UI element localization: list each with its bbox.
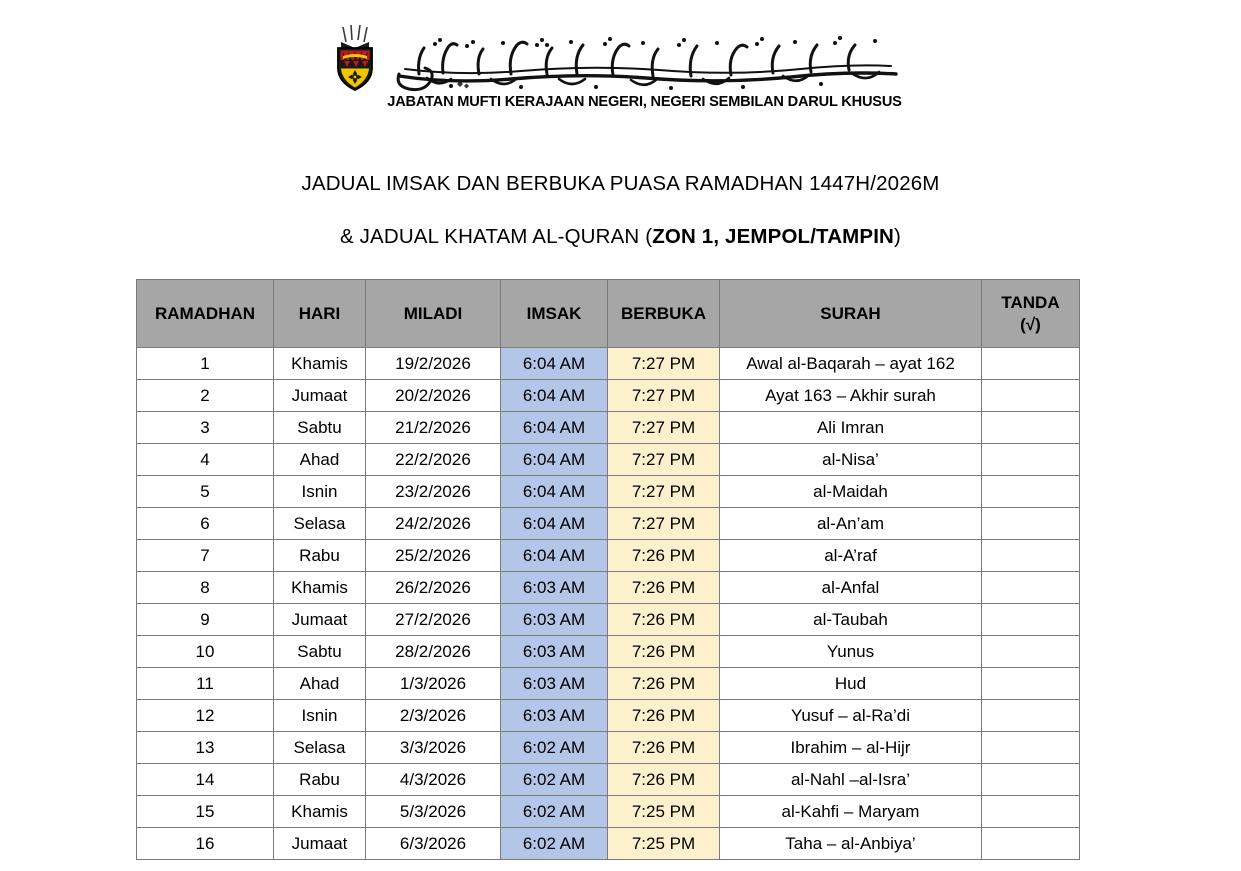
cell-ramadhan: 6 (137, 508, 274, 540)
cell-surah: al-Anfal (720, 572, 982, 604)
subtitle-zone: ZON 1, JEMPOL/TAMPIN (652, 224, 895, 248)
schedule-table-wrap (0, 279, 1241, 860)
table-row (137, 348, 1080, 380)
cell-miladi: 27/2/2026 (366, 604, 501, 636)
table-row (137, 828, 1080, 860)
cell-surah: al-Kahfi – Maryam (720, 796, 982, 828)
table-row (137, 444, 1080, 476)
cell-berbuka: 7:26 PM (608, 540, 720, 572)
table-row (137, 540, 1080, 572)
column-header-berbuka: BERBUKA (608, 280, 720, 348)
cell-ramadhan: 2 (137, 380, 274, 412)
cell-berbuka: 7:27 PM (608, 412, 720, 444)
cell-berbuka: 7:27 PM (608, 444, 720, 476)
cell-surah: Yunus (720, 636, 982, 668)
department-name: JABATAN MUFTI KERAJAAN NEGERI, NEGERI SEMBILAN DARUL KHUSUS (387, 94, 902, 110)
cell-berbuka: 7:27 PM (608, 380, 720, 412)
cell-hari: Jumaat (274, 828, 366, 860)
cell-miladi: 3/3/2026 (366, 732, 501, 764)
cell-tanda[interactable] (982, 348, 1080, 380)
negeri-sembilan-crest-icon (326, 22, 384, 92)
cell-tanda[interactable] (982, 412, 1080, 444)
letterhead-inner (326, 22, 916, 110)
cell-berbuka: 7:26 PM (608, 700, 720, 732)
cell-ramadhan: 13 (137, 732, 274, 764)
title-block (0, 172, 1241, 249)
cell-miladi: 5/3/2026 (366, 796, 501, 828)
cell-hari: Ahad (274, 444, 366, 476)
cell-miladi: 25/2/2026 (366, 540, 501, 572)
cell-ramadhan: 7 (137, 540, 274, 572)
cell-surah: al-An’am (720, 508, 982, 540)
column-header-ramadhan: RAMADHAN (137, 280, 274, 348)
cell-miladi: 21/2/2026 (366, 412, 501, 444)
cell-berbuka: 7:25 PM (608, 828, 720, 860)
cell-tanda[interactable] (982, 572, 1080, 604)
cell-berbuka: 7:26 PM (608, 732, 720, 764)
cell-imsak: 6:03 AM (501, 636, 608, 668)
cell-imsak: 6:02 AM (501, 764, 608, 796)
cell-ramadhan: 14 (137, 764, 274, 796)
jawi-calligraphy-icon (386, 24, 916, 92)
cell-tanda[interactable] (982, 476, 1080, 508)
cell-hari: Jumaat (274, 604, 366, 636)
column-header-surah: SURAH (720, 280, 982, 348)
cell-imsak: 6:03 AM (501, 700, 608, 732)
cell-berbuka: 7:26 PM (608, 572, 720, 604)
cell-ramadhan: 4 (137, 444, 274, 476)
cell-imsak: 6:04 AM (501, 540, 608, 572)
cell-surah: al-Maidah (720, 476, 982, 508)
cell-hari: Selasa (274, 508, 366, 540)
cell-ramadhan: 15 (137, 796, 274, 828)
cell-imsak: 6:02 AM (501, 796, 608, 828)
cell-hari: Rabu (274, 540, 366, 572)
cell-berbuka: 7:26 PM (608, 636, 720, 668)
page-subtitle (0, 225, 1241, 250)
cell-ramadhan: 1 (137, 348, 274, 380)
cell-hari: Khamis (274, 572, 366, 604)
cell-berbuka: 7:27 PM (608, 348, 720, 380)
subtitle-prefix: & JADUAL KHATAM AL-QURAN ( (339, 224, 653, 248)
cell-miladi: 28/2/2026 (366, 636, 501, 668)
cell-ramadhan: 16 (137, 828, 274, 860)
cell-surah: Ayat 163 – Akhir surah (720, 380, 982, 412)
table-row (137, 732, 1080, 764)
cell-miladi: 2/3/2026 (366, 700, 501, 732)
cell-tanda[interactable] (982, 636, 1080, 668)
cell-surah: Taha – al-Anbiya’ (720, 828, 982, 860)
table-row (137, 700, 1080, 732)
letterhead (0, 0, 1241, 110)
cell-tanda[interactable] (982, 828, 1080, 860)
cell-tanda[interactable] (982, 540, 1080, 572)
cell-hari: Khamis (274, 796, 366, 828)
page-title: JADUAL IMSAK DAN BERBUKA PUASA RAMADHAN 1447H/2026M (301, 172, 940, 195)
cell-berbuka: 7:26 PM (608, 668, 720, 700)
cell-imsak: 6:04 AM (501, 508, 608, 540)
crest-and-jawi-row (326, 22, 916, 92)
cell-hari: Jumaat (274, 380, 366, 412)
cell-surah: Awal al-Baqarah – ayat 162 (720, 348, 982, 380)
cell-miladi: 24/2/2026 (366, 508, 501, 540)
cell-ramadhan: 9 (137, 604, 274, 636)
cell-tanda[interactable] (982, 700, 1080, 732)
cell-hari: Sabtu (274, 636, 366, 668)
cell-surah: al-Nisa’ (720, 444, 982, 476)
cell-ramadhan: 8 (137, 572, 274, 604)
cell-berbuka: 7:26 PM (608, 604, 720, 636)
cell-surah: Ali Imran (720, 412, 982, 444)
table-row (137, 796, 1080, 828)
cell-ramadhan: 10 (137, 636, 274, 668)
cell-miladi: 4/3/2026 (366, 764, 501, 796)
table-head (137, 280, 1080, 348)
cell-tanda[interactable] (982, 796, 1080, 828)
table-row (137, 668, 1080, 700)
cell-hari: Isnin (274, 476, 366, 508)
cell-imsak: 6:04 AM (501, 412, 608, 444)
cell-surah: al-Nahl –al-Isra’ (720, 764, 982, 796)
cell-miladi: 19/2/2026 (366, 348, 501, 380)
cell-surah: Ibrahim – al-Hijr (720, 732, 982, 764)
column-header-miladi: MILADI (366, 280, 501, 348)
cell-berbuka: 7:26 PM (608, 764, 720, 796)
column-header-imsak: IMSAK (501, 280, 608, 348)
cell-tanda[interactable] (982, 444, 1080, 476)
tanda-label-line2: (√) (1020, 314, 1041, 334)
table-row (137, 572, 1080, 604)
table-row (137, 380, 1080, 412)
cell-surah: Hud (720, 668, 982, 700)
cell-imsak: 6:04 AM (501, 476, 608, 508)
cell-imsak: 6:04 AM (501, 348, 608, 380)
cell-miladi: 6/3/2026 (366, 828, 501, 860)
cell-ramadhan: 11 (137, 668, 274, 700)
cell-hari: Khamis (274, 348, 366, 380)
cell-hari: Selasa (274, 732, 366, 764)
subtitle-suffix: ) (894, 224, 901, 248)
cell-imsak: 6:03 AM (501, 604, 608, 636)
cell-imsak: 6:03 AM (501, 668, 608, 700)
cell-miladi: 1/3/2026 (366, 668, 501, 700)
cell-tanda[interactable] (982, 508, 1080, 540)
cell-imsak: 6:03 AM (501, 572, 608, 604)
cell-tanda[interactable] (982, 764, 1080, 796)
cell-tanda[interactable] (982, 732, 1080, 764)
table-header-row (137, 280, 1080, 348)
cell-ramadhan: 12 (137, 700, 274, 732)
cell-imsak: 6:04 AM (501, 444, 608, 476)
cell-imsak: 6:04 AM (501, 380, 608, 412)
cell-miladi: 26/2/2026 (366, 572, 501, 604)
cell-ramadhan: 3 (137, 412, 274, 444)
table-row (137, 476, 1080, 508)
table-row (137, 764, 1080, 796)
table-row (137, 508, 1080, 540)
cell-surah: Yusuf – al-Ra’di (720, 700, 982, 732)
cell-hari: Sabtu (274, 412, 366, 444)
cell-berbuka: 7:27 PM (608, 476, 720, 508)
cell-tanda[interactable] (982, 380, 1080, 412)
tanda-label-line1: TANDA (1001, 293, 1060, 313)
table-row (137, 412, 1080, 444)
cell-imsak: 6:02 AM (501, 732, 608, 764)
cell-miladi: 23/2/2026 (366, 476, 501, 508)
cell-ramadhan: 5 (137, 476, 274, 508)
cell-berbuka: 7:27 PM (608, 508, 720, 540)
cell-hari: Isnin (274, 700, 366, 732)
column-header-hari: HARI (274, 280, 366, 348)
cell-hari: Rabu (274, 764, 366, 796)
cell-tanda[interactable] (982, 604, 1080, 636)
table-body (137, 348, 1080, 860)
cell-tanda[interactable] (982, 668, 1080, 700)
schedule-table (136, 279, 1080, 860)
cell-imsak: 6:02 AM (501, 828, 608, 860)
table-row (137, 604, 1080, 636)
cell-miladi: 22/2/2026 (366, 444, 501, 476)
cell-miladi: 20/2/2026 (366, 380, 501, 412)
cell-berbuka: 7:25 PM (608, 796, 720, 828)
table-row (137, 636, 1080, 668)
cell-surah: al-Taubah (720, 604, 982, 636)
column-header-tanda (982, 280, 1080, 348)
cell-surah: al-A’raf (720, 540, 982, 572)
cell-hari: Ahad (274, 668, 366, 700)
